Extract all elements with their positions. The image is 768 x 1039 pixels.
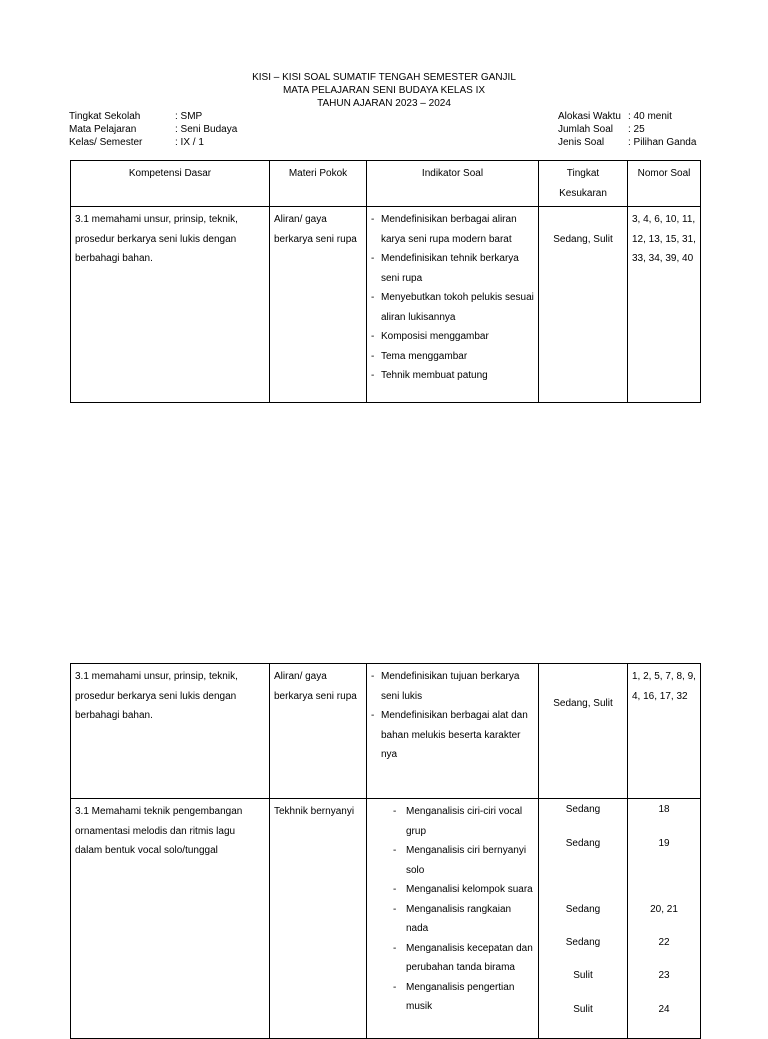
materi-cell: Tekhnik bernyanyi <box>270 799 367 1039</box>
document-title: KISI – KISI SOAL SUMATIF TENGAH SEMESTER GANJIL <box>252 72 516 83</box>
indikator-cell <box>367 664 539 799</box>
table-row <box>71 207 701 403</box>
tingkat-value: Sedang <box>565 904 601 915</box>
info-label: Jenis Soal <box>558 137 605 148</box>
tingkat-value: Sulit <box>573 970 593 981</box>
tingkat-cell <box>539 799 628 1039</box>
table-row <box>71 799 701 1039</box>
nomor-value: 24 <box>658 1004 670 1015</box>
nomor-cell: 3, 4, 6, 10, 11, 12, 13, 15, 31, 33, 34, 39, 40 <box>628 207 701 403</box>
header-tingkat-kesukaran: Tingkat Kesukaran <box>539 161 628 207</box>
materi-cell: Aliran/ gaya berkarya seni rupa <box>270 664 367 799</box>
nomor-cell: 1, 2, 5, 7, 8, 9, 4, 16, 17, 32 <box>628 664 701 799</box>
info-value: : SMP <box>175 111 203 122</box>
tingkat-value: Sedang <box>565 804 601 815</box>
info-value: : Pilihan Ganda <box>628 137 697 148</box>
tingkat-value: Sulit <box>573 1004 593 1015</box>
indikator-item: - Mendefinisikan berbagai aliran karya seni rupa modern barat <box>371 210 534 249</box>
kisi-table-2 <box>70 663 701 1039</box>
info-value: : Seni Budaya <box>175 124 238 135</box>
nomor-value: 18 <box>658 804 670 815</box>
indikator-item: - Menganalisis kecepatan dan perubahan tanda birama <box>371 939 534 978</box>
nomor-value: 23 <box>658 970 670 981</box>
indikator-item: - Mendefinisikan tehnik berkarya seni rupa <box>371 249 534 288</box>
nomor-value: 20, 21 <box>650 904 678 915</box>
tingkat-value: Sedang <box>565 937 601 948</box>
tingkat-cell: Sedang, Sulit <box>539 664 628 799</box>
kisi-table-1 <box>70 160 701 403</box>
nomor-cell <box>628 799 701 1039</box>
info-label: Tingkat Sekolah <box>69 111 141 122</box>
kd-cell: 3.1 memahami unsur, prinsip, teknik, prosedur berkarya seni lukis dengan berbahagi bahan. <box>71 207 270 403</box>
indikator-item: - Tehnik membuat patung <box>371 366 534 386</box>
indikator-item: - Tema menggambar <box>371 347 534 367</box>
indikator-item: - Komposisi menggambar <box>371 327 534 347</box>
info-right <box>558 110 696 149</box>
materi-cell: Aliran/ gaya berkarya seni rupa <box>270 207 367 403</box>
info-label: Kelas/ Semester <box>69 137 143 148</box>
info-label: Alokasi Waktu <box>558 111 621 122</box>
tingkat-value: Sedang <box>565 838 601 849</box>
indikator-item: - Menganalisis pengertian musik <box>371 978 534 1017</box>
indikator-item: - Menyebutkan tokoh pelukis sesuai aliran lukisannya <box>371 288 534 327</box>
kd-cell: 3.1 memahami unsur, prinsip, teknik, prosedur berkarya seni lukis dengan berbahagi bahan. <box>71 664 270 799</box>
document-year: TAHUN AJARAN 2023 – 2024 <box>317 98 451 109</box>
tingkat-cell: Sedang, Sulit <box>539 207 628 403</box>
indikator-item: - Menganalisis rangkaian nada <box>371 900 534 939</box>
info-left <box>69 110 237 149</box>
nomor-value: 19 <box>658 838 670 849</box>
info-value: : 25 <box>628 124 645 135</box>
indikator-cell <box>367 799 539 1039</box>
header-kompetensi-dasar: Kompetensi Dasar <box>71 161 270 207</box>
info-label: Mata Pelajaran <box>69 124 137 135</box>
header-nomor-soal: Nomor Soal <box>628 161 701 207</box>
indikator-item: - Menganalisi kelompok suara <box>371 880 534 900</box>
nomor-value: 22 <box>658 937 670 948</box>
header-materi-pokok: Materi Pokok <box>270 161 367 207</box>
indikator-item: - Mendefinisikan tujuan berkarya seni lukis <box>371 667 534 706</box>
indikator-item: - Menganalisis ciri-ciri vocal grup <box>371 802 534 841</box>
indikator-item: - Mendefinisikan berbagai alat dan bahan melukis beserta karakter nya <box>371 706 534 765</box>
info-label: Jumlah Soal <box>558 124 614 135</box>
info-value: : 40 menit <box>628 111 672 122</box>
indikator-item: - Menganalisis ciri bernyanyi solo <box>371 841 534 880</box>
kd-cell: 3.1 Memahami teknik pengembangan ornamentasi melodis dan ritmis lagu dalam bentuk vocal solo/tunggal <box>71 799 270 1039</box>
table-header-row <box>71 161 701 207</box>
table-row <box>71 664 701 799</box>
indikator-cell <box>367 207 539 403</box>
header-indikator-soal: Indikator Soal <box>367 161 539 207</box>
document-subtitle: MATA PELAJARAN SENI BUDAYA KELAS IX <box>282 85 486 96</box>
info-value: : IX / 1 <box>175 137 204 148</box>
